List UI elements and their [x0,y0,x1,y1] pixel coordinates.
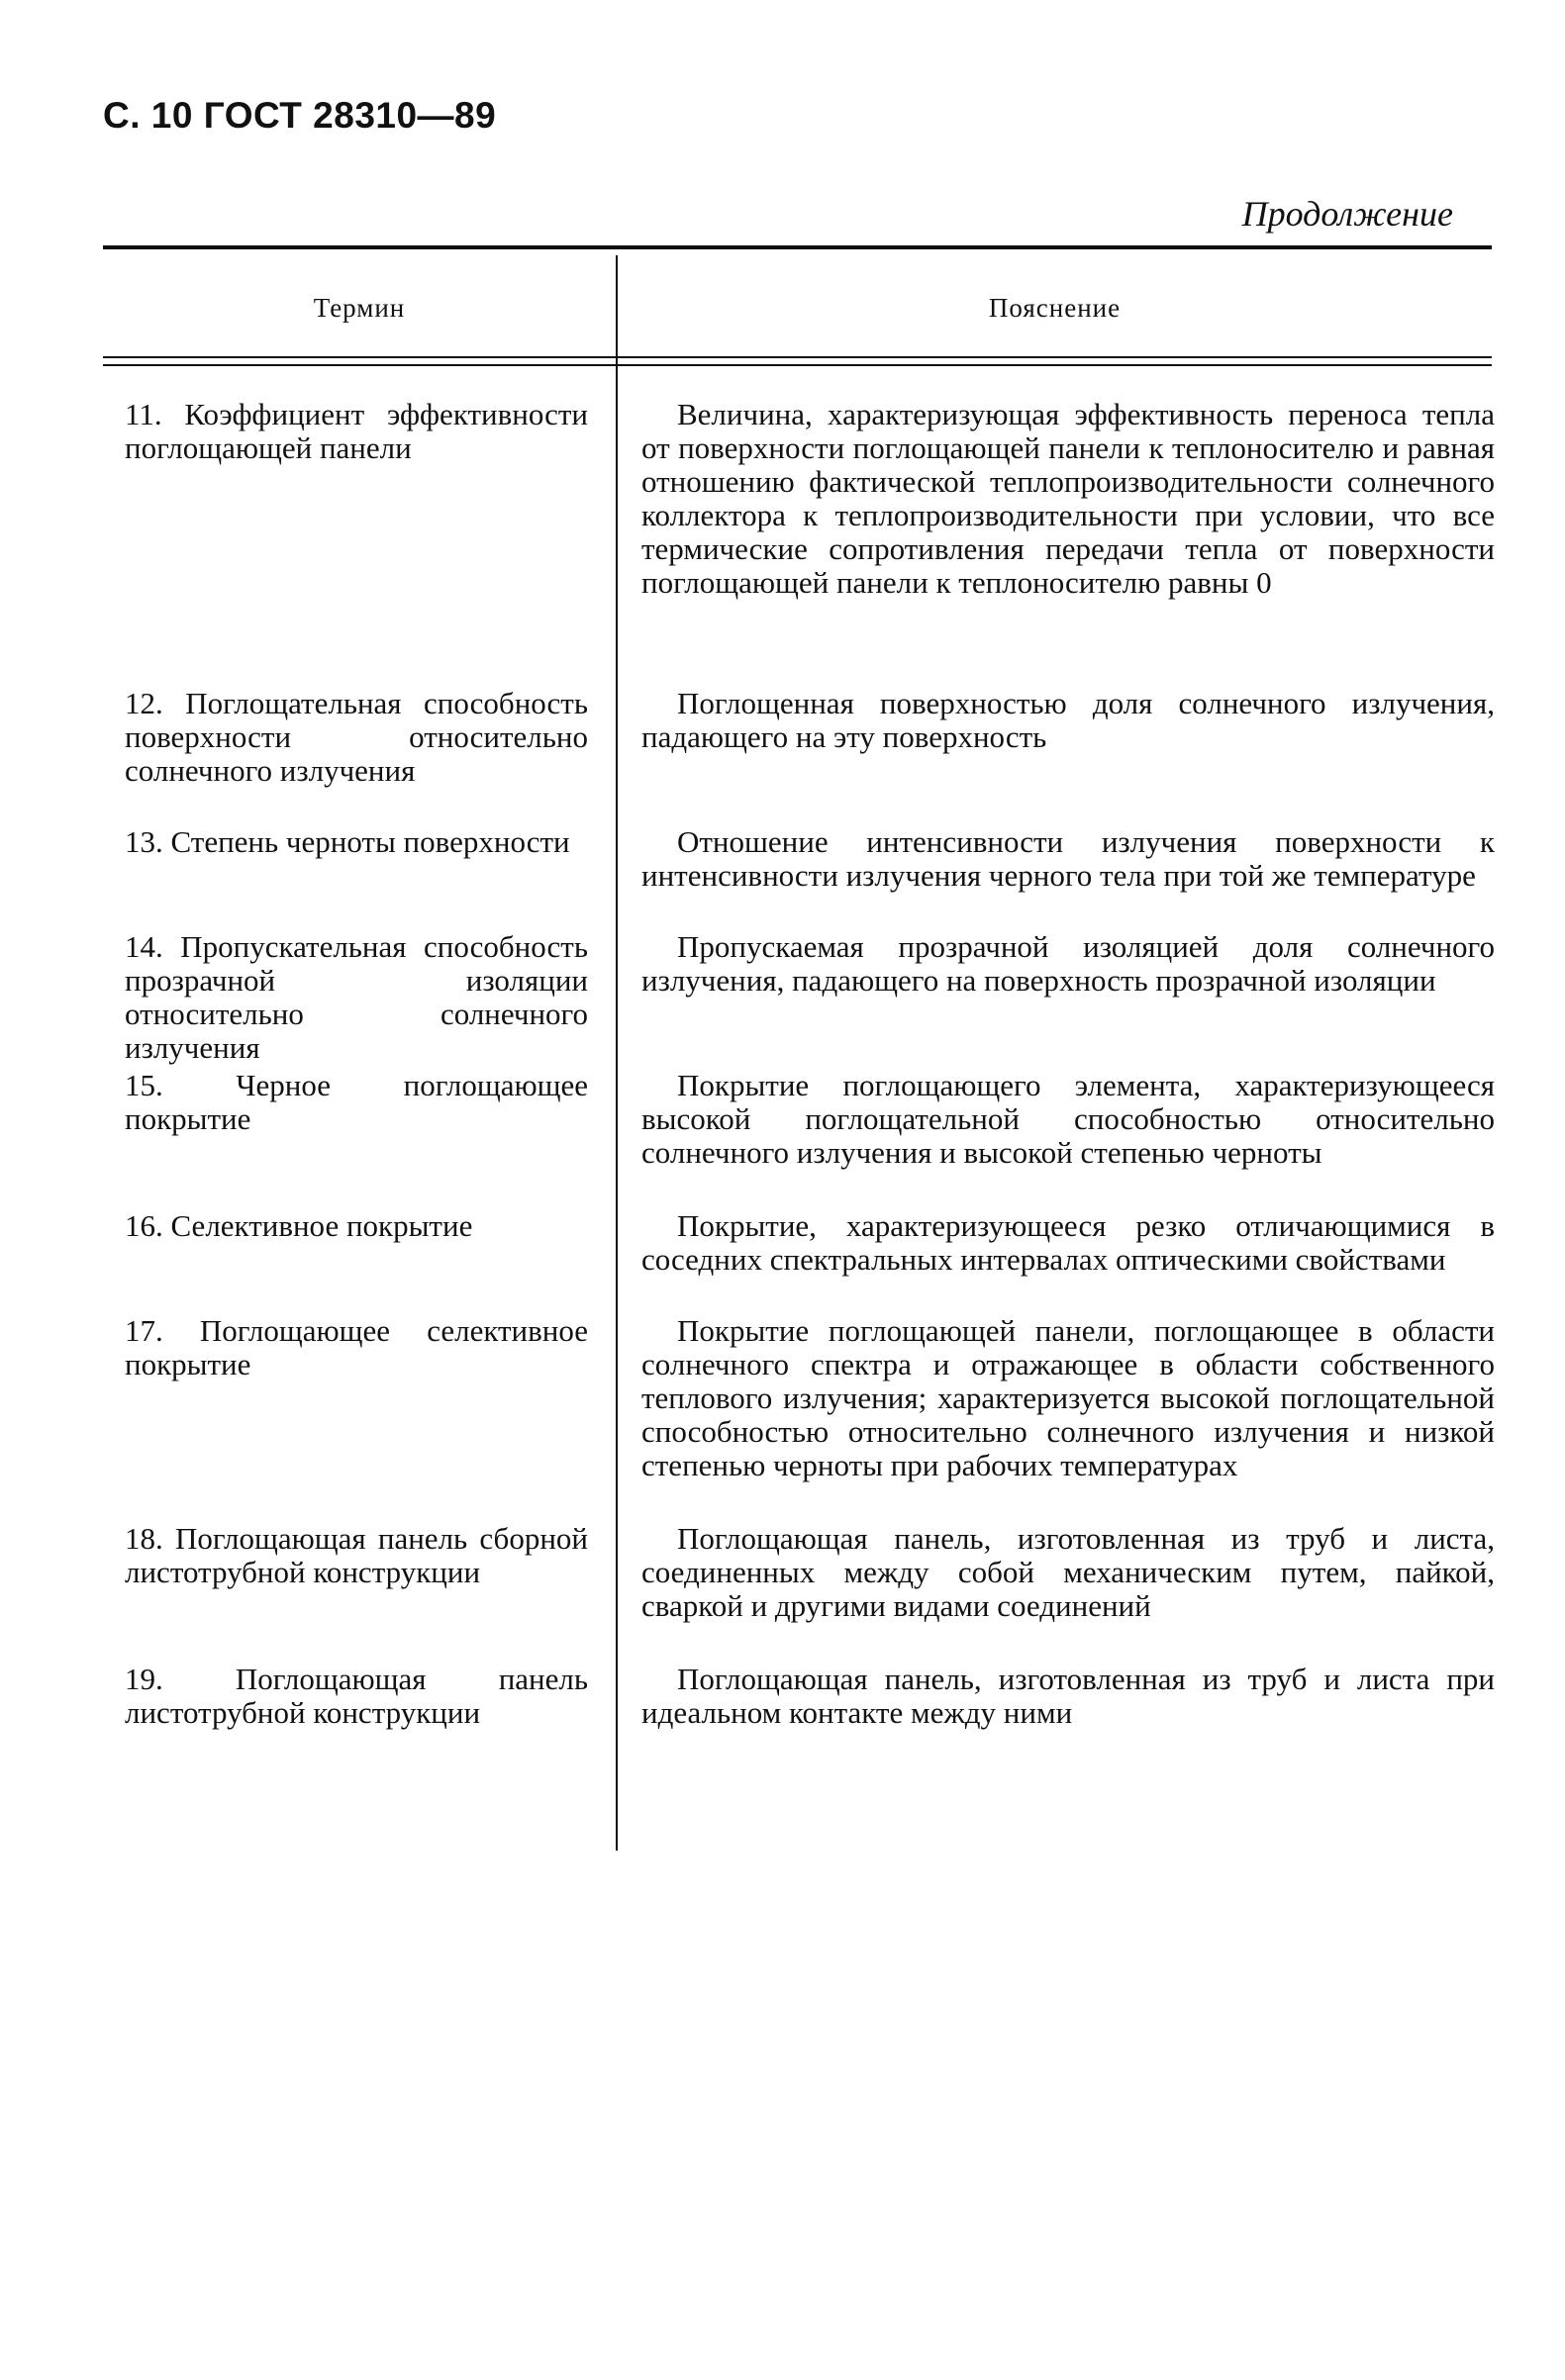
explanation-cell: Пропускаемая прозрачной изоляцией доля солнечного излучения, падающего на поверхность прозрачной изоляции [641,929,1495,998]
explanation-cell: Покрытие поглощающей панели, поглощающее в области солнечного спектра и отражающее в области собственного теплового излучения; характеризуется высокой поглощательной способностью относительно солнечного излучения и низкой степенью черноты при рабочих температурах [641,1313,1495,1482]
continuation-label: Продолжение [1241,194,1453,234]
table-header-rule-double [103,364,1492,366]
term-cell: 11. Коэффициент эффективности поглощающей панели [125,397,588,465]
term-cell: 17. Поглощающее селективное покрытие [125,1313,588,1381]
table-top-rule [103,245,1492,249]
explanation-cell: Покрытие поглощающего элемента, характеризующееся высокой поглощательной способностью относительно солнечного излучения и высокой степенью черноты [641,1068,1495,1170]
term-cell: 18. Поглощающая панель сборной листотрубной конструкции [125,1521,588,1589]
explanation-cell: Покрытие, характеризующееся резко отличающимися в соседних спектральных интервалах оптическими свойствами [641,1208,1495,1277]
explanation-cell: Поглощающая панель, изготовленная из труб и листа, соединенных между собой механическим путем, пайкой, сваркой и другими видами соединений [641,1521,1495,1623]
explanation-cell: Отношение интенсивности излучения поверхности к интенсивности излучения черного тела при той же температуре [641,824,1495,893]
explanation-cell: Поглощенная поверхностью доля солнечного излучения, падающего на эту поверхность [641,686,1495,754]
column-header-term: Термин [313,293,406,323]
explanation-cell: Величина, характеризующая эффективность переноса тепла от поверхности поглощающей панели к теплоносителю и равная отношению фактической теплопроизводительности солнечного коллектора к теплопроизводительности при условии, что все термические сопротивления передачи тепла от поверхности поглощающей панели к теплоносителю равны 0 [641,397,1495,600]
explanation-cell: Поглощающая панель, изготовленная из труб и листа при идеальном контакте между ними [641,1662,1495,1730]
term-cell: 15. Черное поглощающее покрытие [125,1068,588,1136]
term-cell: 19. Поглощающая панель листотрубной конструкции [125,1662,588,1730]
term-cell: 14. Пропускательная способность прозрачной изоляции относительно солнечного излучения [125,929,588,1065]
term-cell: 13. Степень черноты поверхности [125,824,570,859]
term-cell: 12. Поглощательная способность поверхности относительно солнечного излучения [125,686,588,788]
column-header-explanation: Пояснение [988,293,1122,323]
term-cell: 16. Селективное покрытие [125,1208,473,1243]
column-divider [616,255,618,1851]
page-header: С. 10 ГОСТ 28310—89 [103,95,497,136]
table-header-rule [103,356,1492,358]
